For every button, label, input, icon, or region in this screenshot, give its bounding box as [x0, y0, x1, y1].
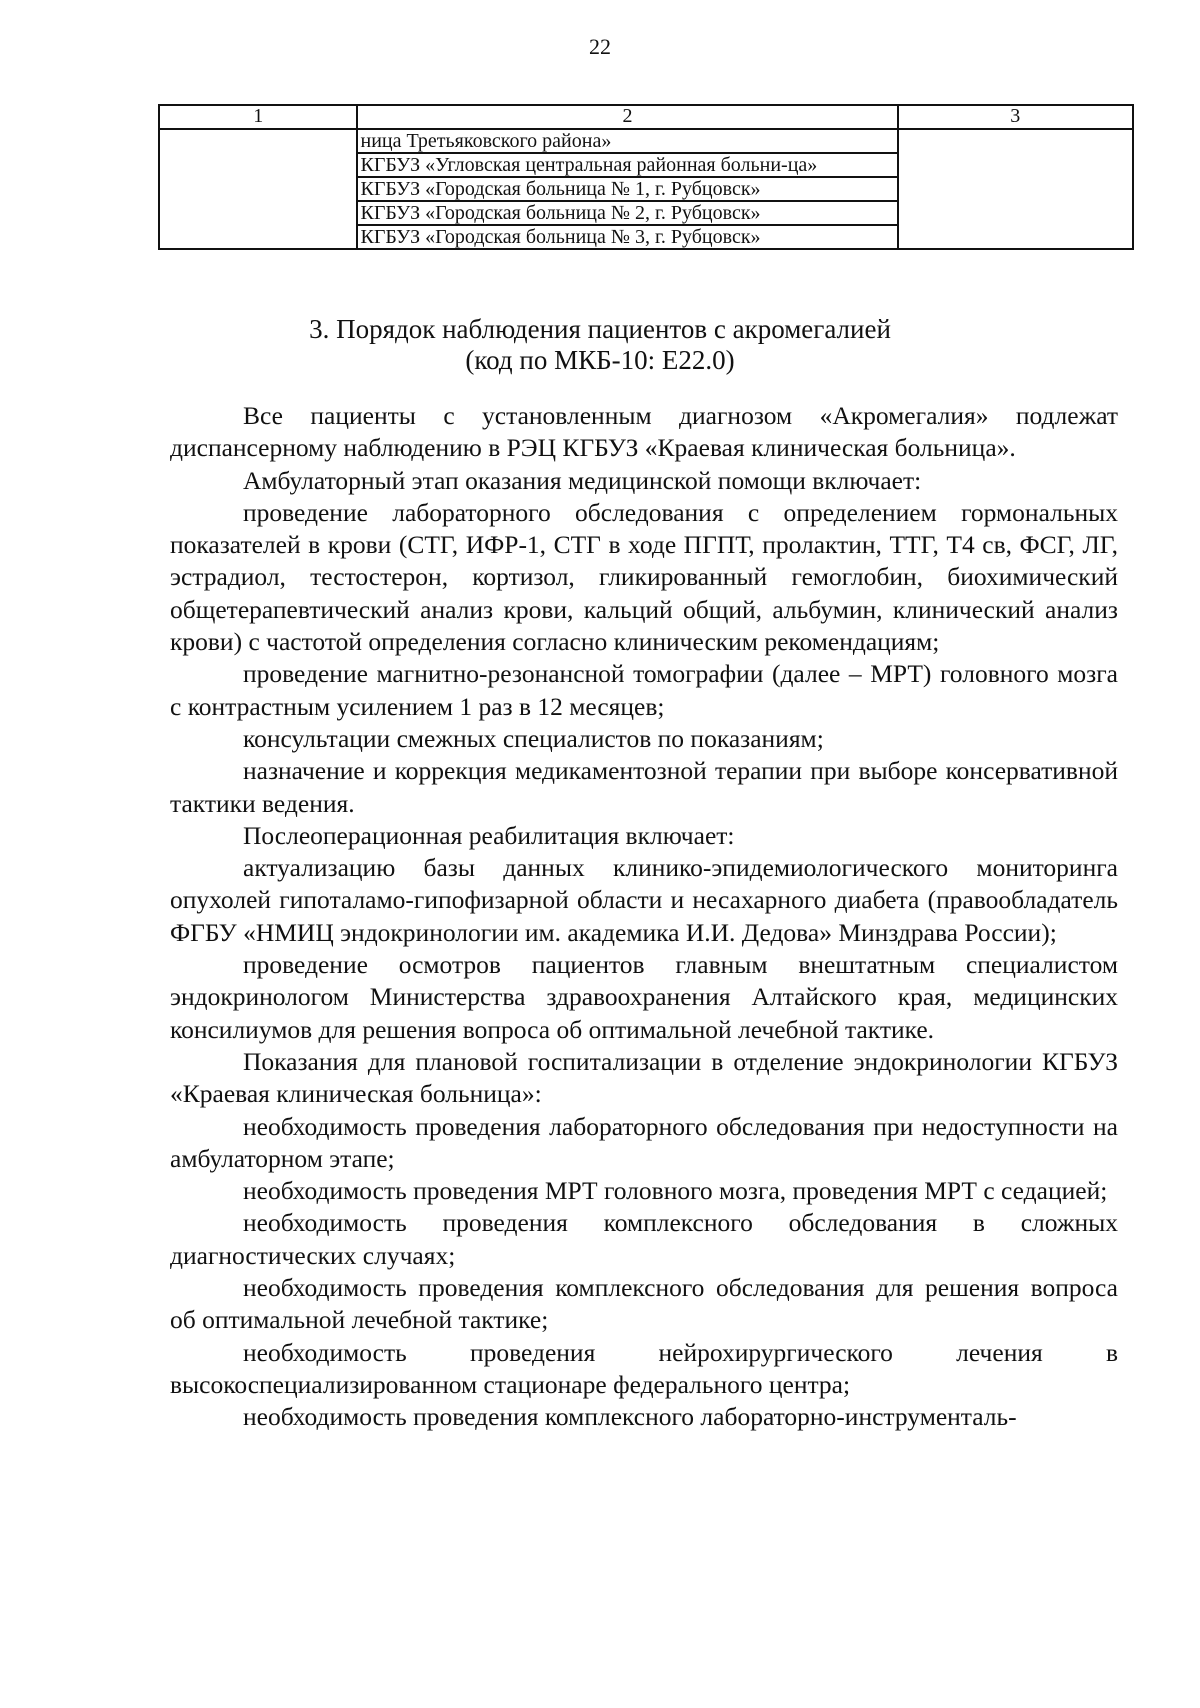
section-title-line: 3. Порядок наблюдения пациентов с акромегалией	[309, 314, 891, 344]
institution-list	[358, 130, 896, 248]
paragraph: Показания для плановой госпитализации в отделение эндокринологии КГБУЗ «Краевая клиническая больница»:	[170, 1046, 1118, 1109]
table-cell-col2	[357, 129, 897, 249]
institution-entry: КГБУЗ «Городская больница № 3, г. Рубцовск»	[360, 226, 761, 248]
paragraph: необходимость проведения нейрохирургического лечения в высокоспециализированном стационаре федерального центра;	[170, 1337, 1118, 1399]
table-header-row	[159, 105, 1133, 129]
paragraph: Амбулаторный этап оказания медицинской помощи включает:	[243, 465, 922, 495]
paragraph: назначение и коррекция медикаментозной терапии при выборе консервативной тактики ведения.	[170, 756, 1118, 818]
table-header-cell: 3	[898, 105, 1133, 129]
institution-entry: КГБУЗ «Городская больница № 2, г. Рубцовск»	[358, 201, 896, 225]
paragraph: необходимость проведения комплексного лабораторно-инструменталь-	[243, 1402, 1017, 1432]
institution-entry: КГБУЗ «Угловская центральная районная больни-ца»	[358, 153, 896, 177]
paragraph: консультации смежных специалистов по показаниям;	[243, 723, 824, 753]
paragraph: необходимость проведения лабораторного обследования при недоступности на амбулаторном этапе;	[170, 1111, 1118, 1173]
table-cell-col1	[159, 129, 357, 249]
paragraph: Все пациенты с установленным диагнозом «Акромегалия» подлежат диспансерному наблюдению в РЭЦ КГБУЗ «Краевая клиническая больница».	[170, 401, 1118, 463]
section-title-line: (код по МКБ-10: E22.0)	[465, 345, 735, 375]
paragraph: проведение лабораторного обследования с определением гормональных показателей в крови (СТГ, ИФР-1, СТГ в ходе ПГПТ, пролактин, ТТГ, Т4 св, ФСГ, ЛГ, эстрадиол, тестостерон, кортизол, гликированный гемоглобин, биохимический общетерапевтический анализ крови, кальций общий, альбумин, клинический анализ крови) с частотой определения согласно клиническим рекомендациям;	[170, 497, 1118, 657]
institution-entry: КГБУЗ «Городская больница № 1, г. Рубцовск»	[358, 177, 896, 201]
paragraph: необходимость проведения комплексного обследования для решения вопроса об оптимальной лечебной тактике;	[170, 1273, 1118, 1335]
table-header-cell: 1	[159, 105, 357, 129]
table-cell-col3	[898, 129, 1133, 249]
paragraph: проведение осмотров пациентов главным внештатным специалистом эндокринологом Министерства здравоохранения Алтайского края, медицинских консилиумов для решения вопроса об оптимальной лечебной тактике.	[170, 950, 1118, 1044]
table-row	[159, 129, 1133, 249]
paragraph: актуализацию базы данных клинико-эпидемиологического мониторинга опухолей гипоталамо-гипофизарной области и несахарного диабета (правообладатель ФГБУ «НМИЦ эндокринологии им. академика И.И. Дедова» Минздрава России);	[170, 853, 1118, 947]
institution-entry: ница Третьяковского района»	[358, 130, 896, 153]
section-title	[0, 314, 1200, 376]
paragraph: необходимость проведения МРТ головного мозга, проведения МРТ с седацией;	[243, 1176, 1108, 1206]
institutions-table	[158, 104, 1134, 250]
table-header-cell: 2	[357, 105, 897, 129]
paragraph: Послеоперационная реабилитация включает:	[243, 820, 735, 850]
page-number: 22	[589, 34, 611, 59]
paragraph: проведение магнитно-резонансной томографии (далее – МРТ) головного мозга с контрастным усилением 1 раз в 12 месяцев;	[170, 659, 1118, 721]
paragraph: необходимость проведения комплексного обследования в сложных диагностических случаях;	[170, 1208, 1118, 1270]
body-text	[170, 400, 1118, 1434]
